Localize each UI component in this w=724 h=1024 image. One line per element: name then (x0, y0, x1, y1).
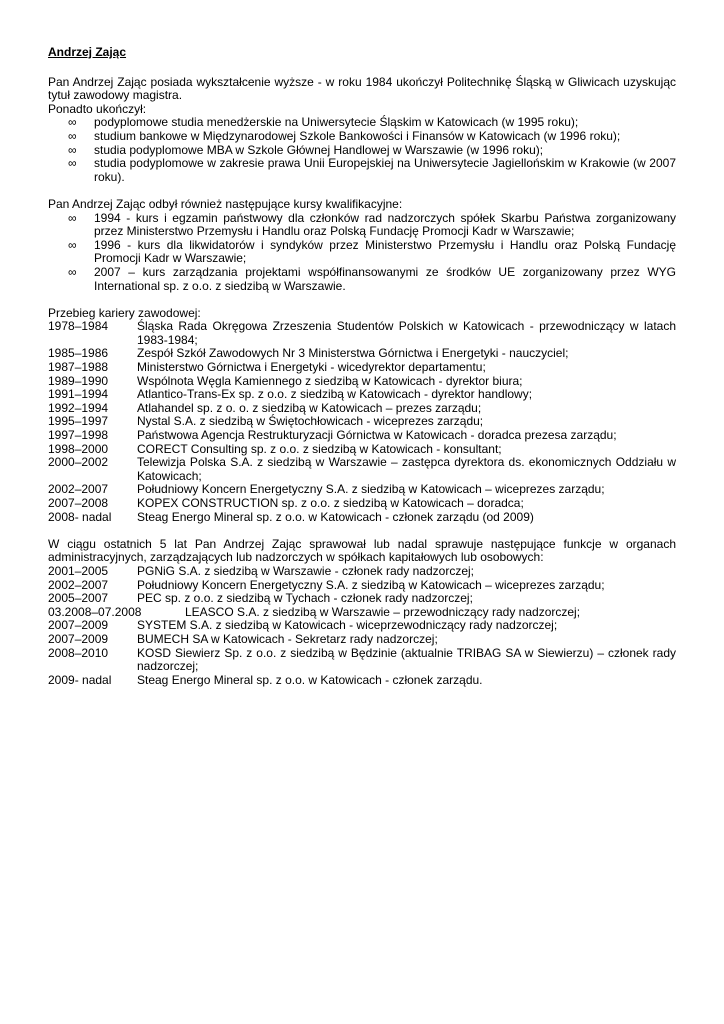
function-entry (48, 674, 676, 688)
bullet-icon: ∞ (68, 210, 77, 225)
career-entry (48, 347, 676, 361)
list-item-text: 1994 - kurs i egzamin państwowy dla członków rad nadzorczych spółek Skarbu Państwa zorganizowany przez Ministerstwo Przemysłu i Handlu oraz Polską Fundację Promocji Kadr w Warszawie; (94, 210, 676, 239)
entry-period: 2000–2002 (48, 455, 109, 470)
entry-desc: PEC sp. z o.o. z siedzibą w Tychach - członek rady nadzorczej; (137, 591, 473, 606)
bullet-icon: ∞ (68, 156, 77, 171)
entry-desc: PGNiG S.A. z siedzibą w Warszawie - członek rady nadzorczej; (137, 563, 475, 578)
entry-desc: Południowy Koncern Energetyczny S.A. z siedzibą w Katowicach – wiceprezes zarządu; (137, 577, 605, 592)
entry-desc: Ministerstwo Górnictwa i Energetyki - wicedyrektor departamentu; (137, 360, 486, 375)
entry-period: 1997–1998 (48, 428, 109, 443)
entry-desc: Śląska Rada Okręgowa Zrzeszenia Studentów Polskich w Katowicach - przewodniczący w latach 1983-1984; (137, 319, 676, 347)
entry-period: 1987–1988 (48, 360, 109, 375)
entry-desc: Steag Energo Mineral sp. z o.o. w Katowicach - członek zarządu (od 2009) (137, 509, 534, 524)
entry-period: 1989–1990 (48, 373, 109, 388)
entry-period: 2008- nadal (48, 509, 112, 524)
career-entry (48, 443, 676, 457)
entry-desc: Atlahandel sp. z o. o. z siedzibą w Katowicach – prezes zarządu; (137, 400, 482, 415)
list-item-text: studia podyplomowe w zakresie prawa Unii Europejskiej na Uniwersytecie Jagiellońskim w Krakowie (w 2007 roku). (94, 156, 676, 184)
career-entry (48, 456, 676, 483)
entry-period: 2009- nadal (48, 672, 112, 687)
career-entry (48, 483, 676, 497)
career-entry (48, 497, 676, 511)
courses-intro: Pan Andrzej Zając odbył również następujące kursy kwalifikacyjne: (48, 196, 403, 211)
bullet-icon: ∞ (68, 142, 77, 157)
entry-desc: LEASCO S.A. z siedzibą w Warszawie – przewodniczący rady nadzorczej; (185, 604, 581, 619)
career-entry (48, 415, 676, 429)
function-entry (48, 633, 676, 647)
entry-period: 1995–1997 (48, 414, 109, 429)
intro-line: Ponadto ukończył: (48, 101, 147, 116)
function-entry (48, 592, 676, 606)
entry-period: 2007–2008 (48, 496, 109, 510)
entry-period: 1978–1984 (48, 319, 109, 334)
entry-period: 1991–1994 (48, 387, 109, 402)
career-entry (48, 320, 676, 347)
entry-period: 2001–2005 (48, 563, 109, 578)
entry-desc: Państwowa Agencja Restrukturyzacji Górnictwa w Katowicach - doradca prezesa zarządu; (137, 428, 617, 443)
function-entry (48, 619, 676, 633)
function-entry (48, 579, 676, 593)
entry-desc: Telewizja Polska S.A. z siedzibą w Warszawie – zastępca dyrektora ds. ekonomicznych Oddziału w Katowicach; (137, 455, 676, 483)
entry-desc: Steag Energo Mineral sp. z o.o. w Katowicach - członek zarządu. (137, 672, 483, 687)
entry-period: 2005–2007 (48, 591, 109, 606)
list-item (48, 116, 676, 130)
career-entry (48, 511, 676, 525)
list-item-text: studia podyplomowe MBA w Szkole Głównej Handlowej w Warszawie (w 1996 roku); (94, 142, 544, 157)
career-entry (48, 429, 676, 443)
courses-list (48, 212, 676, 294)
entry-period: 2007–2009 (48, 618, 109, 633)
function-entry (48, 565, 676, 579)
entry-period: 03.2008–07.2008 (48, 604, 142, 619)
list-item (48, 157, 676, 184)
bullet-icon: ∞ (68, 128, 77, 143)
list-item-text: 1996 - kurs dla likwidatorów i syndyków przez Ministerstwo Przemysłu i Handlu oraz Polską Fundację Promocji Kadr w Warszawie; (94, 237, 676, 266)
list-item (48, 144, 676, 158)
entry-desc: Atlantico-Trans-Ex sp. z o.o. z siedzibą w Katowicach - dyrektor handlowy; (137, 387, 533, 402)
page-title: Andrzej Zając (48, 45, 127, 59)
entry-desc: BUMECH SA w Katowicach - Sekretarz rady nadzorczej; (137, 631, 438, 646)
entry-period: 1998–2000 (48, 441, 109, 456)
list-item (48, 239, 676, 266)
list-item (48, 212, 676, 239)
career-entry (48, 361, 676, 375)
entry-desc: SYSTEM S.A. z siedzibą w Katowicach - wiceprzewodniczący rady nadzorczej; (137, 618, 558, 633)
entry-desc: Wspólnota Węgla Kamiennego z siedzibą w Katowicach - dyrektor biura; (137, 373, 523, 388)
entry-desc: Południowy Koncern Energetyczny S.A. z siedzibą w Katowicach – wiceprezes zarządu; (137, 482, 605, 497)
list-item-text: studium bankowe w Międzynarodowej Szkole Bankowości i Finansów w Katowicach (w 1996 roku); (94, 128, 621, 143)
entry-desc: Nystal S.A. z siedzibą w Świętochłowicach - wiceprezes zarządu; (137, 414, 484, 429)
bullet-icon: ∞ (68, 237, 77, 252)
career-entry (48, 375, 676, 389)
bullet-icon: ∞ (68, 115, 77, 130)
entry-period: 2008–2010 (48, 645, 109, 660)
function-entry (48, 606, 676, 620)
list-item (48, 130, 676, 144)
entry-desc: KOSD Siewierz Sp. z o.o. z siedzibą w Będzinie (aktualnie TRIBAG SA w Siewierzu) – członek rady nadzorczej; (137, 645, 676, 674)
entry-period: 1985–1986 (48, 346, 109, 361)
entry-period: 1992–1994 (48, 400, 109, 415)
list-item-text: podyplomowe studia menedżerskie na Uniwersytecie Śląskim w Katowicach (w 1995 roku); (94, 115, 579, 130)
entry-period: 2007–2009 (48, 631, 109, 646)
education-list (48, 116, 676, 184)
entry-period: 2002–2007 (48, 482, 109, 497)
entry-desc: CORECT Consulting sp. z o.o. z siedzibą w Katowicach - konsultant; (137, 441, 502, 456)
career-list (48, 320, 676, 524)
entry-period: 2002–2007 (48, 577, 109, 592)
bullet-icon: ∞ (68, 264, 77, 279)
entry-desc: Zespół Szkół Zawodowych Nr 3 Ministerstwa Górnictwa i Energetyki - nauczyciel; (137, 346, 569, 361)
entry-desc: KOPEX CONSTRUCTION sp. z o.o. z siedzibą w Katowicach – doradca; (137, 496, 524, 510)
intro-paragraph: Pan Andrzej Zając posiada wykształcenie wyższe - w roku 1984 ukończył Politechnikę Śląską w Gliwicach uzyskując tytuł zawodowy magistra. (48, 74, 676, 103)
function-entry (48, 647, 676, 674)
career-entry (48, 388, 676, 402)
list-item (48, 266, 676, 293)
list-item-text: 2007 – kurs zarządzania projektami współfinansowanymi ze środków UE zorganizowany przez WYG International sp. z o.o. z siedzibą w Warszawie. (94, 264, 676, 293)
functions-intro: W ciągu ostatnich 5 lat Pan Andrzej Zając sprawował lub nadal sprawuje następujące funkcje w organach administracyjnych, zarządzających lub nadzorczych w spółkach kapitałowych lub osobowych: (48, 536, 676, 565)
career-heading: Przebieg kariery zawodowej: (48, 305, 201, 320)
functions-list (48, 565, 676, 687)
